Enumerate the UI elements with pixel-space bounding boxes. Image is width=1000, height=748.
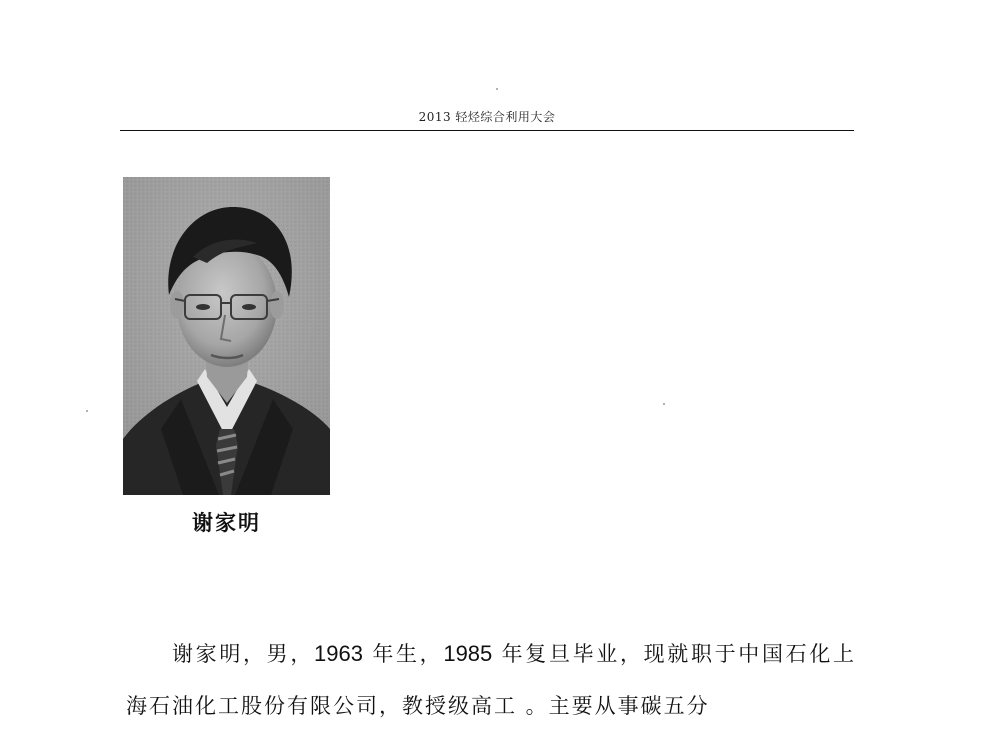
scan-speck	[496, 88, 498, 90]
bio-text-name-gender: 谢家明，男，	[172, 642, 315, 666]
scan-speck	[663, 403, 665, 405]
header-rule	[120, 130, 854, 131]
bio-text-line-2: 石化上海石油化工股份有限公司，教授级高工 。主要从事碳五分	[126, 642, 856, 718]
running-header: 2013 轻烃综合利用大会	[418, 110, 556, 124]
portrait-caption-name: 谢家明	[192, 511, 261, 535]
bio-text-born: 年生，	[362, 642, 444, 666]
bio-text-employer-start: 年复旦毕业，现就职于中国	[492, 642, 786, 666]
bio-graduation-year: 1985	[443, 641, 493, 666]
bio-birth-year: 1963	[314, 641, 363, 666]
scan-speck	[86, 410, 88, 412]
portrait-photo	[123, 177, 330, 495]
bio-paragraph	[126, 628, 856, 732]
